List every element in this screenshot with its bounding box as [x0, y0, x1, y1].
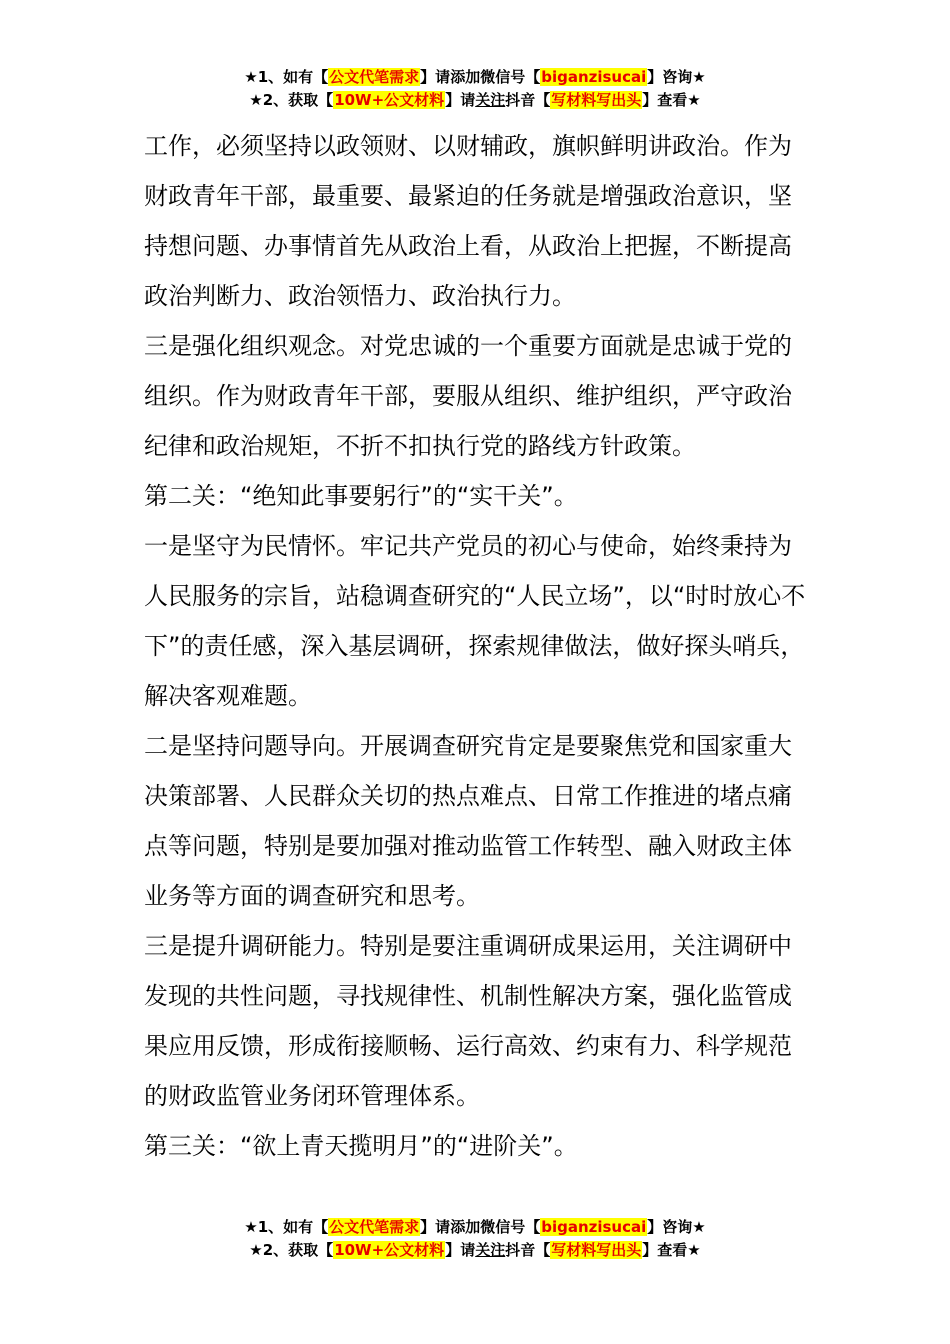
banner-text: 】咨询★	[647, 68, 706, 86]
banner-text: 抖音【	[505, 91, 551, 109]
footer-banner	[0, 1216, 950, 1262]
banner-text: 】咨询★	[647, 1218, 706, 1236]
douyin-account: 写材料写出头	[551, 91, 642, 109]
banner-line-2	[0, 1239, 950, 1262]
banner-line-1	[0, 1216, 950, 1239]
banner-line-2	[0, 89, 950, 112]
paragraph: 工作，必须坚持以政领财、以财辅政，旗帜鲜明讲政治。作为财政青年干部，最重要、最紧迫的任务就是增强政治意识，坚持想问题、办事情首先从政治上看，从政治上把握，不断提高政治判断力、政治领悟力、政治执行力。	[144, 132, 792, 310]
banner-text: 抖音【	[505, 1241, 551, 1259]
banner-text: 微信号【	[480, 68, 541, 86]
highlight-text: 公文代笔需求	[329, 68, 420, 86]
banner-text: 关注	[475, 91, 506, 109]
banner-text: 】请	[445, 1241, 476, 1259]
wechat-id: biganzisucai	[541, 1218, 647, 1236]
paragraph: 一是坚守为民情怀。牢记共产党员的初心与使命，始终秉持为人民服务的宗旨，站稳调查研究的“人民立场”，以“时时放心不下”的责任感，深入基层调研，探索规律做法，做好探头哨兵，解决客观难题。	[144, 532, 806, 710]
banner-line-1	[0, 66, 950, 89]
banner-text: ★1、如有【	[244, 68, 329, 86]
wechat-id: biganzisucai	[541, 68, 647, 86]
paragraph: 三是强化组织观念。对党忠诚的一个重要方面就是忠诚于党的组织。作为财政青年干部，要服从组织、维护组织，严守政治纪律和政治规矩，不折不扣执行党的路线方针政策。	[144, 332, 792, 460]
banner-text: 关注	[475, 1241, 506, 1259]
banner-text: 添加	[450, 1218, 481, 1236]
banner-text: 】请	[420, 68, 451, 86]
section-heading: 第二关：“绝知此事要躬行”的“实干关”。	[144, 482, 578, 510]
douyin-account: 写材料写出头	[551, 1241, 642, 1259]
banner-text: ★1、如有【	[244, 1218, 329, 1236]
document-body	[144, 121, 812, 1171]
banner-text: 】请	[445, 91, 476, 109]
banner-text: 】查看★	[642, 91, 701, 109]
banner-text: 】查看★	[642, 1241, 701, 1259]
header-banner	[0, 66, 950, 112]
highlight-text: 公文代笔需求	[329, 1218, 420, 1236]
highlight-text: 10W+公文材料	[334, 1241, 445, 1259]
banner-text: 微信号【	[480, 1218, 541, 1236]
banner-text: 】请	[420, 1218, 451, 1236]
section-heading: 第三关：“欲上青天揽明月”的“进阶关”。	[144, 1132, 578, 1160]
banner-text: ★2、获取【	[249, 1241, 334, 1259]
paragraph: 二是坚持问题导向。开展调查研究肯定是要聚焦党和国家重大决策部署、人民群众关切的热点难点、日常工作推进的堵点痛点等问题，特别是要加强对推动监管工作转型、融入财政主体业务等方面的调查研究和思考。	[144, 732, 792, 910]
highlight-text: 10W+公文材料	[334, 91, 445, 109]
banner-text: ★2、获取【	[249, 91, 334, 109]
banner-text: 添加	[450, 68, 481, 86]
paragraph: 三是提升调研能力。特别是要注重调研成果运用，关注调研中发现的共性问题，寻找规律性、机制性解决方案，强化监管成果应用反馈，形成衔接顺畅、运行高效、约束有力、科学规范的财政监管业务闭环管理体系。	[144, 932, 792, 1110]
